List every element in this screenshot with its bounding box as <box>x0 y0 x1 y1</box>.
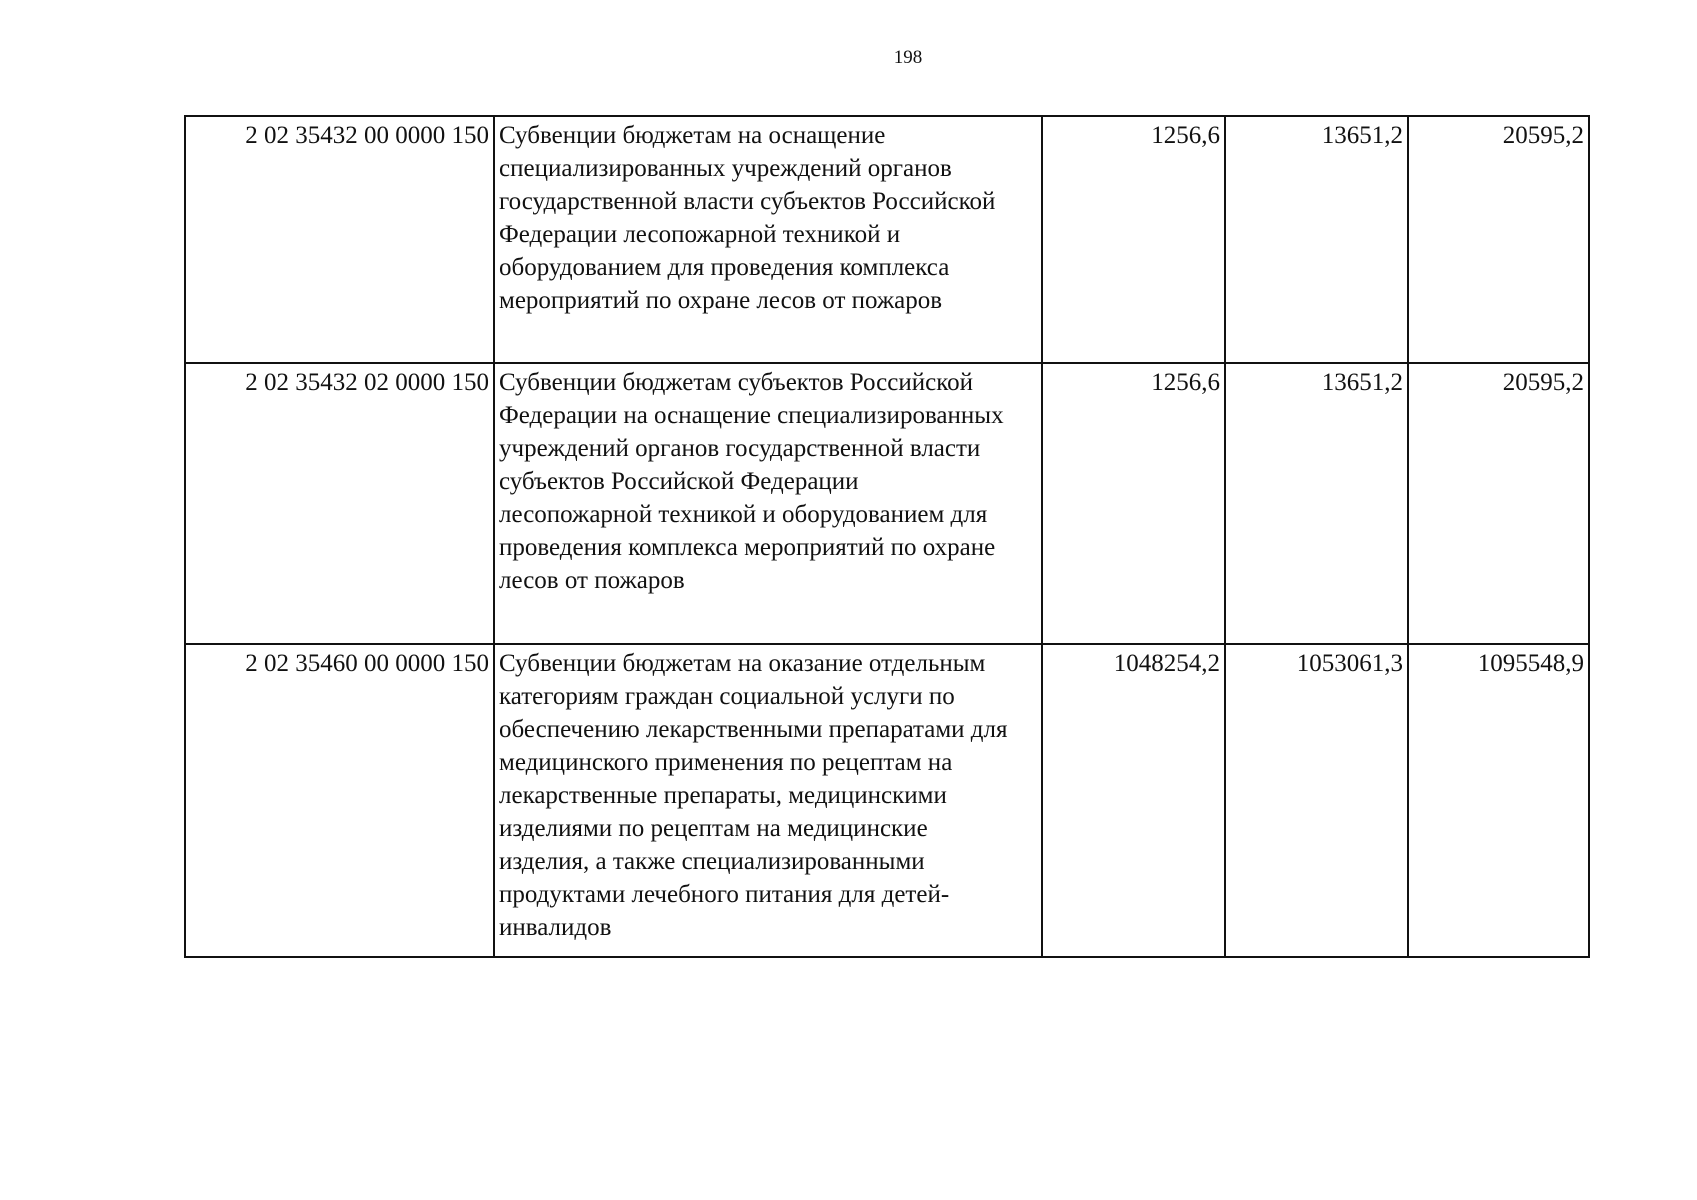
budget-table <box>184 115 1590 958</box>
budget-code: 2 02 35460 00 0000 150 <box>185 644 494 957</box>
amount-year-1: 1256,6 <box>1042 363 1225 644</box>
amount-year-3: 1095548,9 <box>1408 644 1589 957</box>
table-row <box>185 644 1589 957</box>
amount-year-2: 13651,2 <box>1225 116 1408 363</box>
amount-year-3: 20595,2 <box>1408 116 1589 363</box>
amount-year-2: 1053061,3 <box>1225 644 1408 957</box>
description-line: специализированных учреждений органов <box>499 155 952 182</box>
description-line: продуктами лечебного питания для детей- <box>499 881 950 908</box>
description-line: Субвенции бюджетам на оказание отдельным <box>499 650 986 677</box>
description-line: Федерации на оснащение специализированных <box>499 402 1004 429</box>
page-number: 198 <box>893 47 923 68</box>
description-line: изделия, а также специализированными <box>499 848 925 875</box>
description-line: государственной власти субъектов Российской <box>499 188 996 215</box>
table-row <box>185 116 1589 363</box>
row-description <box>494 363 1042 644</box>
description-line: лесов от пожаров <box>499 567 685 594</box>
budget-code: 2 02 35432 02 0000 150 <box>185 363 494 644</box>
amount-year-2: 13651,2 <box>1225 363 1408 644</box>
description-line: мероприятий по охране лесов от пожаров <box>499 287 943 314</box>
budget-code: 2 02 35432 00 0000 150 <box>185 116 494 363</box>
row-description <box>494 116 1042 363</box>
description-line: медицинского применения по рецептам на <box>499 749 953 776</box>
description-line: обеспечению лекарственными препаратами для <box>499 716 1008 743</box>
description-line: проведения комплекса мероприятий по охране <box>499 534 996 561</box>
description-line: лекарственные препараты, медицинскими <box>499 782 947 809</box>
description-line: учреждений органов государственной власти <box>499 435 981 462</box>
description-line: Субвенции бюджетам субъектов Российской <box>499 369 973 396</box>
amount-year-1: 1256,6 <box>1042 116 1225 363</box>
description-line: лесопожарной техникой и оборудованием для <box>499 501 988 528</box>
description-line: субъектов Российской Федерации <box>499 468 859 495</box>
row-description <box>494 644 1042 957</box>
description-line: Субвенции бюджетам на оснащение <box>499 122 886 149</box>
description-line: Федерации лесопожарной техникой и <box>499 221 901 248</box>
amount-year-3: 20595,2 <box>1408 363 1589 644</box>
amount-year-1: 1048254,2 <box>1042 644 1225 957</box>
description-line: инвалидов <box>499 914 612 941</box>
description-line: изделиями по рецептам на медицинские <box>499 815 928 842</box>
table-row <box>185 363 1589 644</box>
description-line: оборудованием для проведения комплекса <box>499 254 950 281</box>
description-line: категориям граждан социальной услуги по <box>499 683 955 710</box>
